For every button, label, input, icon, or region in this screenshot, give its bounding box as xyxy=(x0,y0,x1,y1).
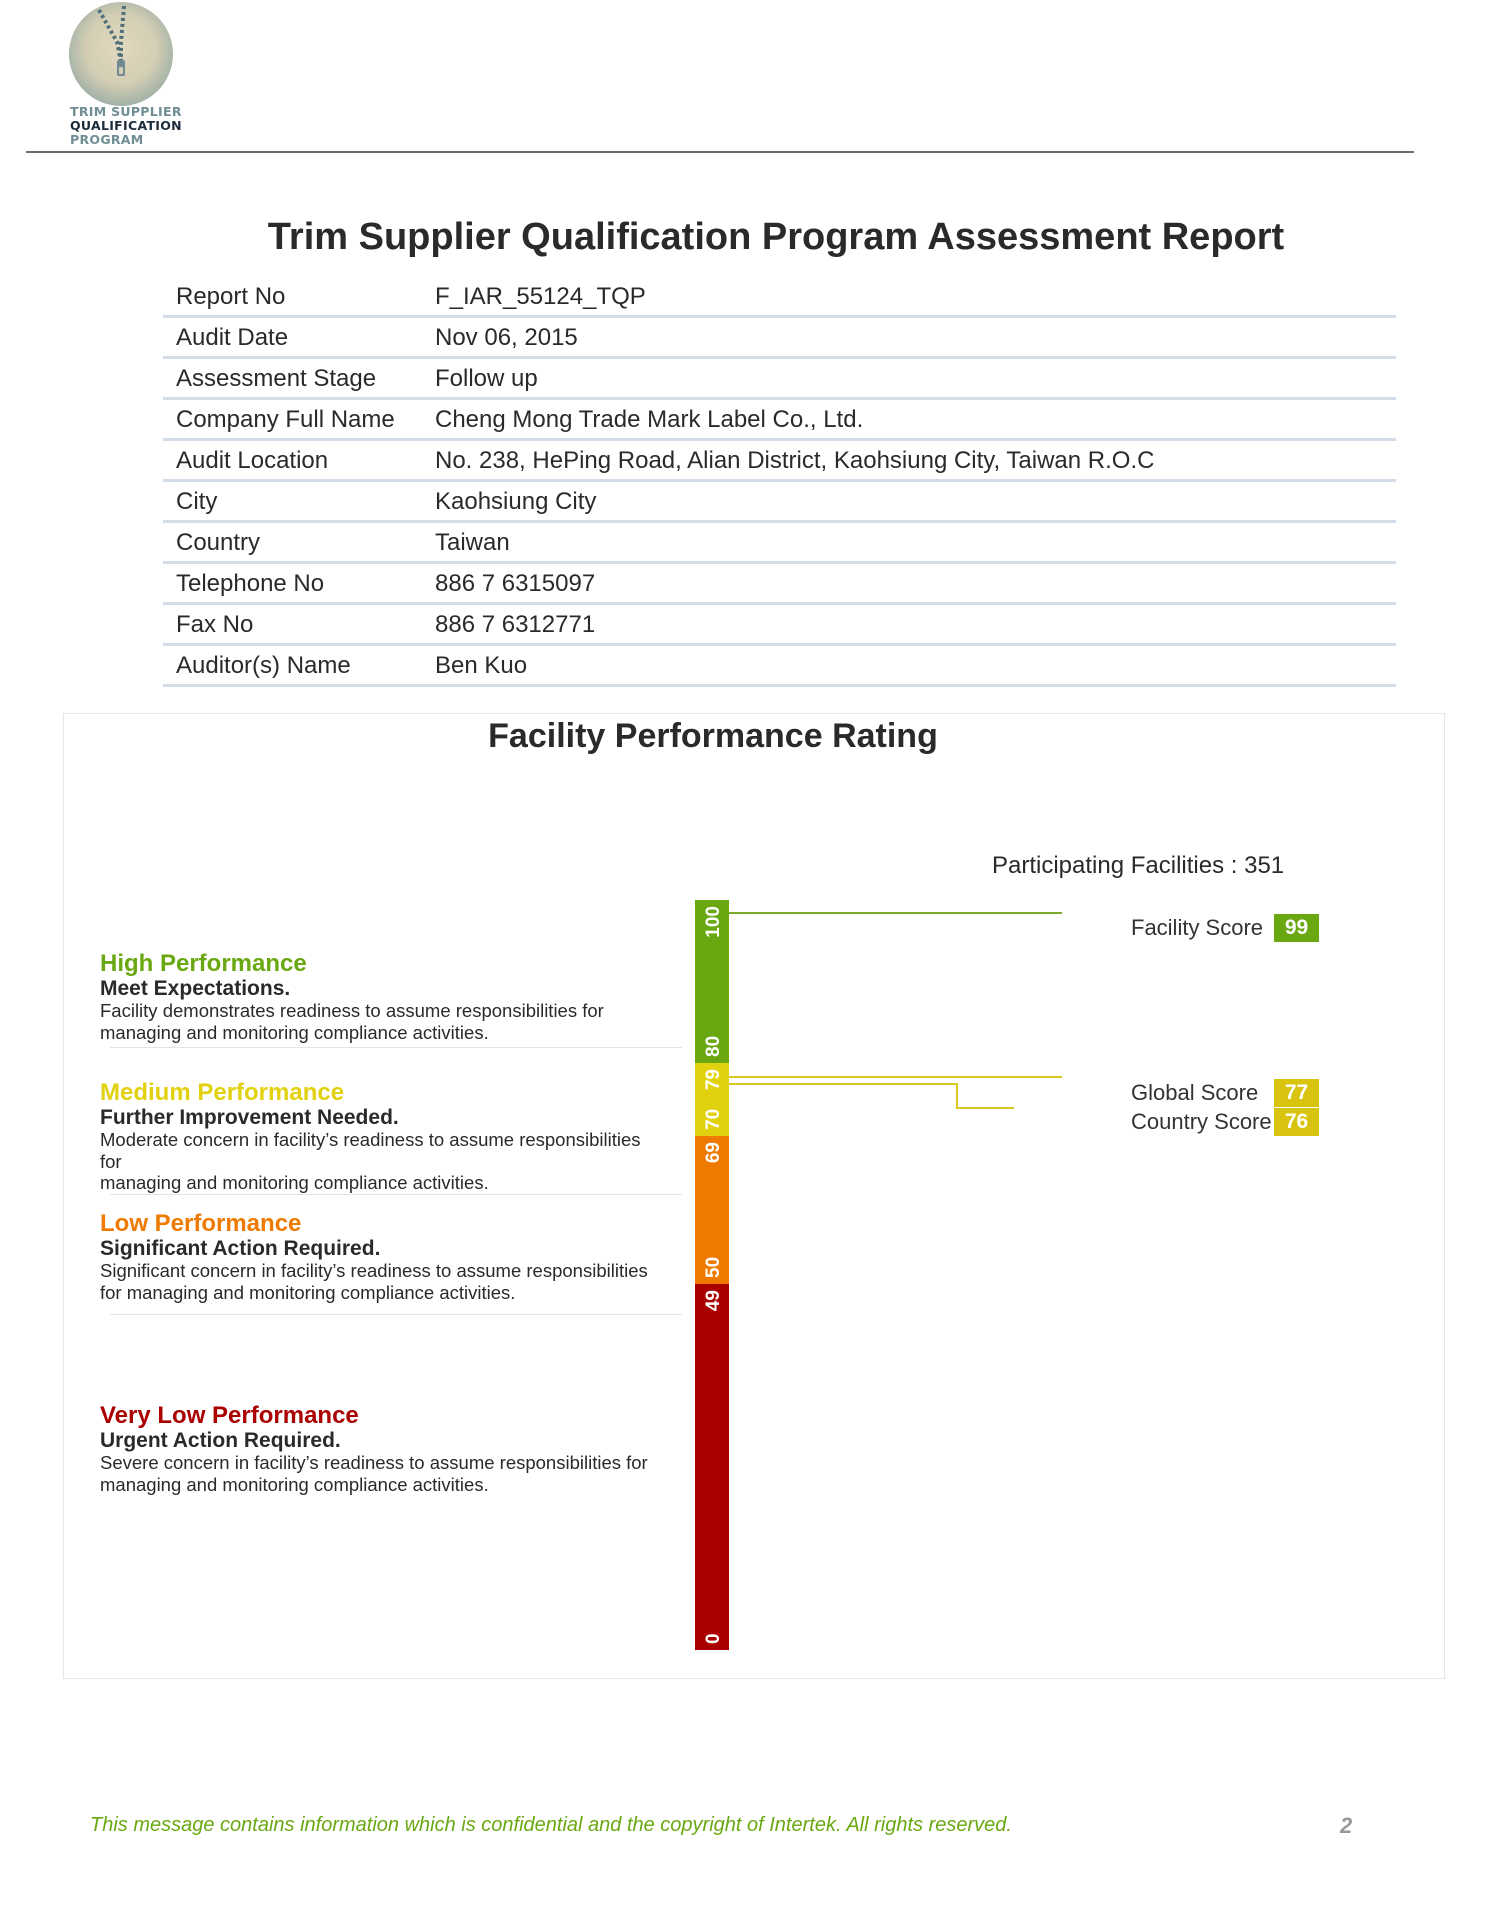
level-verylow-subtitle: Urgent Action Required. xyxy=(100,1429,341,1452)
confidentiality-notice: This message contains information which is confidential and the copyright of Intertek. All rights reserved. xyxy=(90,1814,1012,1836)
level-low-title: Low Performance xyxy=(100,1210,302,1237)
info-value: No. 238, HePing Road, Alian District, Kaohsiung City, Taiwan R.O.C xyxy=(435,447,1155,474)
participating-facilities: Participating Facilities : 351 xyxy=(992,852,1285,879)
country-score-marker-line xyxy=(729,1084,1014,1108)
info-label: City xyxy=(176,488,218,515)
facility-score-badge: 99 xyxy=(1274,914,1319,942)
scale-tick-label: 100 xyxy=(703,906,724,938)
level-high-title: High Performance xyxy=(100,950,307,977)
scale-band-very-low-performance xyxy=(695,1284,729,1650)
info-value: Kaohsiung City xyxy=(435,488,597,515)
level-medium-title: Medium Performance xyxy=(100,1079,345,1106)
info-label: Audit Date xyxy=(176,324,289,351)
scale-tick-label: 69 xyxy=(703,1142,724,1164)
info-label: Auditor(s) Name xyxy=(176,652,351,679)
info-label: Country xyxy=(176,529,261,556)
info-label: Audit Location xyxy=(176,447,329,474)
facility-score-label: Facility Score xyxy=(1131,915,1264,940)
info-label: Fax No xyxy=(176,611,254,638)
level-medium-subtitle: Further Improvement Needed. xyxy=(100,1106,399,1129)
global-score-label: Global Score xyxy=(1131,1080,1259,1105)
country-score-badge: 76 xyxy=(1274,1108,1319,1136)
country-score-label: Country Score xyxy=(1131,1109,1272,1134)
scale-tick-label: 50 xyxy=(703,1256,724,1278)
logo-line-1: TRIM SUPPLIER xyxy=(70,104,182,119)
info-value: Follow up xyxy=(435,365,538,392)
page-number: 2 xyxy=(1340,1813,1353,1838)
info-label: Assessment Stage xyxy=(176,365,377,392)
info-label: Telephone No xyxy=(176,570,325,597)
info-value: 886 7 6312771 xyxy=(435,611,596,638)
scale-tick-label: 80 xyxy=(703,1035,724,1057)
level-verylow-title: Very Low Performance xyxy=(100,1402,359,1429)
level-medium-description: Moderate concern in facility’s readiness to assume responsibilities for managing and monitoring compliance activities. xyxy=(100,1129,641,1193)
scale-tick-label: 49 xyxy=(703,1290,724,1312)
level-low-description: Significant concern in facility’s readiness to assume responsibilities for managing and monitoring compliance activities. xyxy=(100,1260,648,1303)
info-label: Company Full Name xyxy=(176,406,395,433)
level-high-subtitle: Meet Expectations. xyxy=(100,977,291,1000)
rating-title: Facility Performance Rating xyxy=(488,717,938,755)
info-value: Ben Kuo xyxy=(435,652,528,679)
info-value: 886 7 6315097 xyxy=(435,570,596,597)
logo-line-2: QUALIFICATION xyxy=(70,118,182,133)
info-value: Nov 06, 2015 xyxy=(435,324,578,351)
info-value: Cheng Mong Trade Mark Label Co., Ltd. xyxy=(435,406,864,433)
level-high-description: Facility demonstrates readiness to assume responsibilities for managing and monitoring compliance activities. xyxy=(100,1000,604,1043)
info-value: Taiwan xyxy=(435,529,510,556)
info-label: Report No xyxy=(176,283,286,310)
scale-tick-label: 70 xyxy=(703,1108,724,1130)
level-verylow-description: Severe concern in facility’s readiness to assume responsibilities for managing and monitoring compliance activities. xyxy=(100,1452,648,1495)
report-title: Trim Supplier Qualification Program Assessment Report xyxy=(267,216,1285,258)
scale-tick-label: 79 xyxy=(703,1069,724,1091)
level-low-subtitle: Significant Action Required. xyxy=(100,1237,381,1260)
scale-tick-label: 0 xyxy=(703,1633,724,1644)
logo-line-3: PROGRAM xyxy=(70,132,144,147)
info-value: F_IAR_55124_TQP xyxy=(435,283,646,310)
global-score-badge: 77 xyxy=(1274,1079,1319,1107)
